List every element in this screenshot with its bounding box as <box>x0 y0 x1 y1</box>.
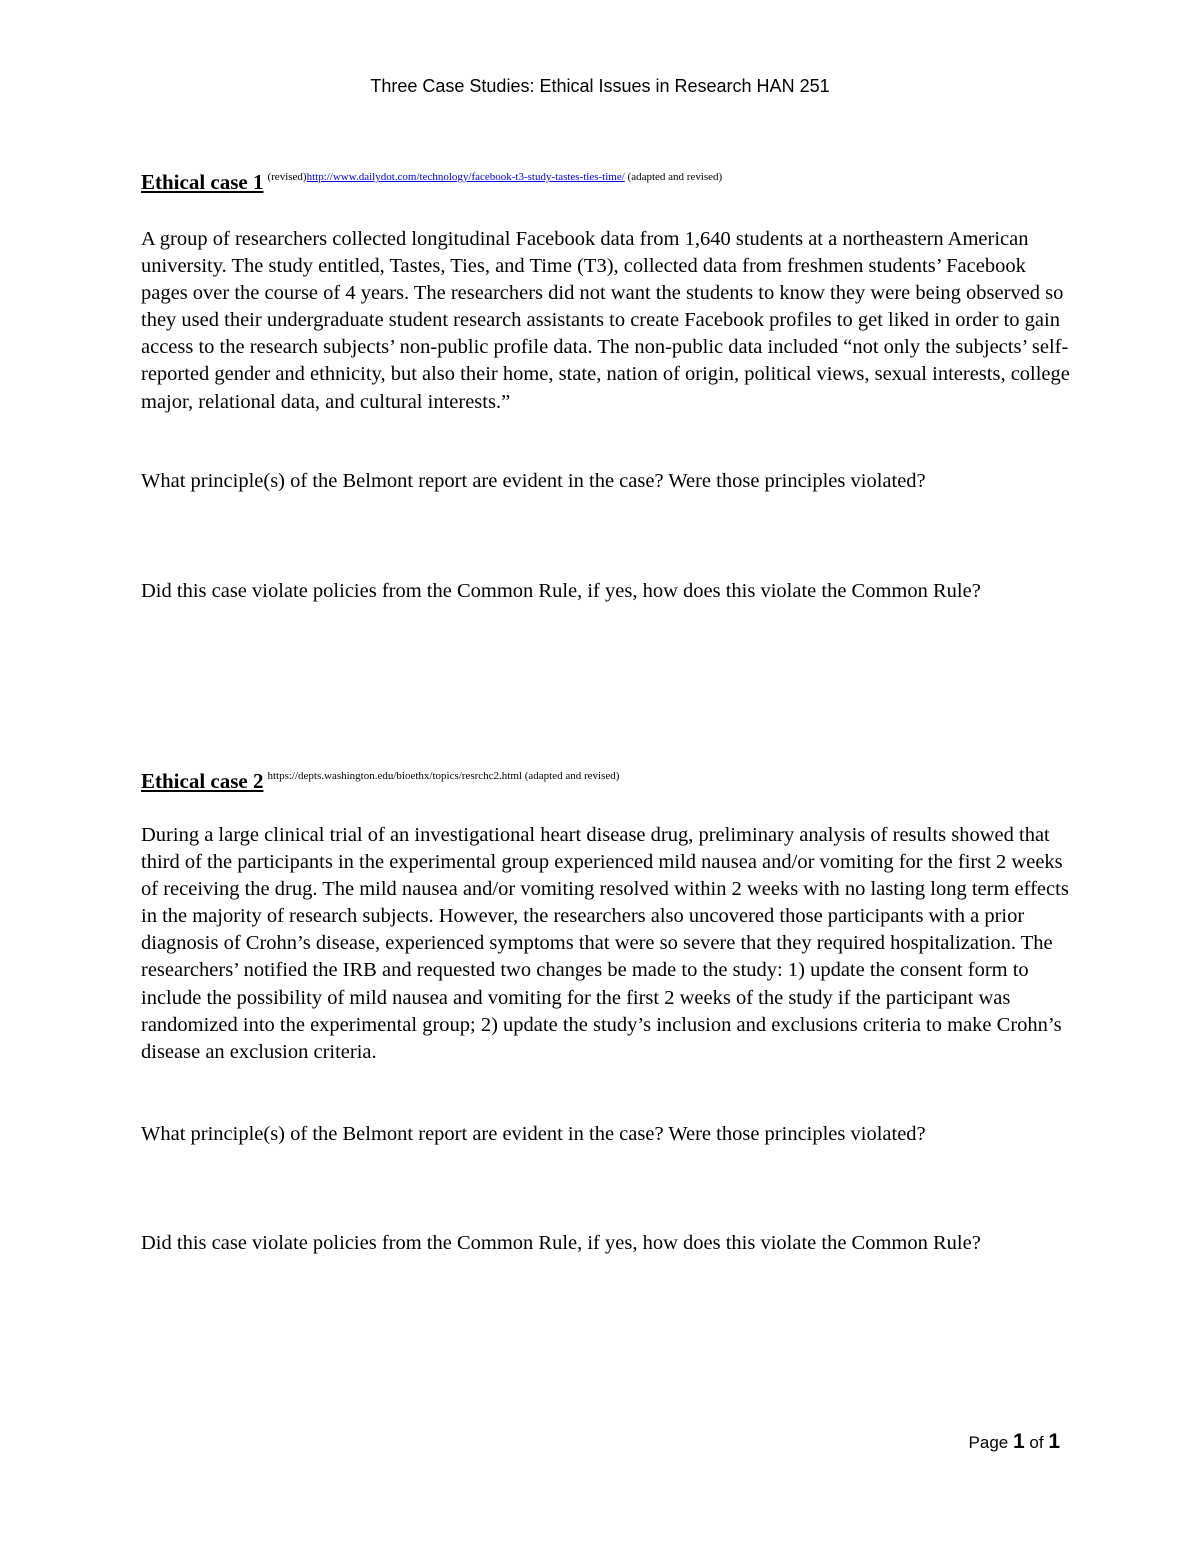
case-1-title: Ethical case 1 <box>141 170 264 194</box>
case-1-source-suffix: (adapted and revised) <box>627 171 723 183</box>
case-1-question-1 <box>141 468 1071 495</box>
case-1-source <box>267 171 722 183</box>
case-2-source: https://depts.washington.edu/bioethx/topics/resrchc2.html (adapted and revised) <box>267 770 620 782</box>
case-2-question-1-text: What principle(s) of the Belmont report are evident in the case? Were those principles violated? <box>141 1123 926 1145</box>
case-2-question-2 <box>141 1230 1071 1257</box>
page-footer <box>969 1430 1060 1454</box>
page-current: 1 <box>1012 1430 1025 1453</box>
document-header: Three Case Studies: Ethical Issues in Research HAN 251 <box>370 76 830 96</box>
case-1-question-2-text: Did this case violate policies from the Common Rule, if yes, how does this violate the Common Rule? <box>141 580 981 602</box>
case-1-question-2 <box>141 578 1071 605</box>
case-2-heading <box>141 769 619 794</box>
case-1-body <box>141 226 1071 416</box>
page-label: Page <box>968 1433 1009 1452</box>
case-2-body-text: During a large clinical trial of an investigational heart disease drug, preliminary analysis of results showed that third of the participants in the experimental group experienced mild nausea and/or vomiting for the first 2 weeks of receiving the drug. The mild nausea and/or vomiting resolved within 2 weeks with no lasting long term effects in the majority of research subjects. However, the researchers also uncovered those participants with a prior diagnosis of Crohn’s disease, experienced symptoms that were so severe that they required hospitalization. The researchers’ notified the IRB and requested two changes be made to the study: 1) update the consent form to include the possibility of mild nausea and vomiting for the first 2 weeks of the study if the participant was randomized into the experimental group; 2) update the study’s inclusion and exclusions criteria to make Crohn’s disease an exclusion criteria. <box>141 824 1069 1063</box>
case-1-source-prefix: (revised) <box>267 171 307 183</box>
case-1-source-link[interactable]: http://www.dailydot.com/technology/facebook-t3-study-tastes-ties-time/ <box>306 171 625 183</box>
case-2-body <box>141 822 1071 1066</box>
case-1-body-text: A group of researchers collected longitudinal Facebook data from 1,640 students at a northeastern American university. The study entitled, Tastes, Ties, and Time (T3), collected data from freshmen students’ Facebook pages over the course of 4 years. The researchers did not want the students to know they were being observed so they used their undergraduate student research assistants to create Facebook profiles to get liked in order to gain access to the research subjects’ non-public profile data. The non-public data included “not only the subjects’ self-reported gender and ethnicity, but also their home, state, nation of origin, political views, sexual interests, college major, relational data, and cultural interests.” <box>141 228 1070 413</box>
case-2-question-1 <box>141 1121 1071 1148</box>
of-label: of <box>1029 1433 1044 1452</box>
case-2-question-2-text: Did this case violate policies from the Common Rule, if yes, how does this violate the Common Rule? <box>141 1232 981 1254</box>
case-2-title: Ethical case 2 <box>141 769 264 793</box>
page-total: 1 <box>1048 1430 1060 1453</box>
case-1-heading <box>141 170 722 195</box>
case-1-question-1-text: What principle(s) of the Belmont report are evident in the case? Were those principles violated? <box>141 470 926 492</box>
